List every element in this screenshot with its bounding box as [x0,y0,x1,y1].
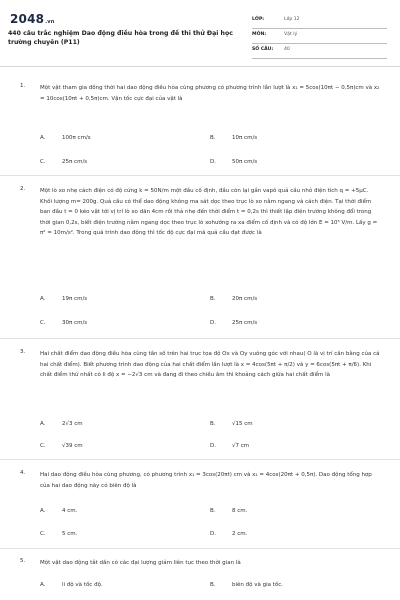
question-text: Hai chất điểm dao động điều hòa cùng tần số trên hai trục tọa độ Ox và Oy vuông góc với nhau( O là vị trí cân bằng của cả hai chất điểm). Biết phương trình dao động của hai chất điểm lần lượt là x = 4cos(5πt + π/2) và y = 6cos(5πt + π/6). Khi chất điểm thứ nhất có li độ x = −2√3 cm và đang đi theo chiều âm thì khoảng cách giữa hai chất điểm là [40,351,380,379]
question-number: 3. [20,349,26,355]
question-text: Một vật dao động tắt dần có các đại lượng giảm liên tục theo thời gian là [40,560,241,566]
meta-value: Lớp 12 [284,17,300,22]
question-number: 5. [20,558,26,564]
page-title: 440 câu trắc nghiệm Dao động điều hòa trong đề thi thử Đại học trường chuyên (P11) [8,30,233,46]
option-c[interactable]: C. √39 cm [40,443,83,449]
question-text: Một vật tham gia đồng thời hai dao động điều hòa cùng phương có phương trình lần lượt là x₁ = 5cos(10πt − 0,5π)cm và x₂ = 10cos(10πt + 0,5π)cm. Vận tốc cực đại của vật là [40,85,380,102]
question-divider [0,175,400,176]
option-b[interactable]: B. 10π cm/s [210,135,258,141]
option-c[interactable]: C. 25π cm/s [40,159,88,165]
meta-row-subject [252,29,387,44]
quiz-meta-table [252,14,387,59]
meta-value: Vật lý [284,32,298,37]
question-divider [0,548,400,549]
question-divider [0,338,400,339]
option-b[interactable]: B. biên độ và gia tốc. [210,582,284,588]
meta-row-count [252,44,387,59]
option-c[interactable]: C. 30π cm/s [40,320,88,326]
question-number: 1. [20,83,26,89]
meta-value: 40 [284,47,290,52]
option-b[interactable]: B. 20π cm/s [210,296,258,302]
question-text: Hai dao động điều hòa cùng phương, có phương trình x₁ = 3cos(20πt) cm và x₂ = 4cos(20πt + 0,5π). Dao động tổng hợp của hai dao động này có biên độ là [40,472,372,489]
meta-key: SỐ CÂU: [252,47,274,52]
option-b[interactable]: B. 8 cm. [210,508,248,514]
meta-key: LỚP: [252,17,265,22]
option-d[interactable]: D. 2 cm. [210,531,248,537]
option-c[interactable]: C. 5 cm. [40,531,78,537]
question-number: 2. [20,186,26,192]
option-d[interactable]: D. √7 cm [210,443,250,449]
option-a[interactable]: A. 2√3 cm [40,421,83,427]
header-divider [0,66,400,67]
page-header [0,0,400,64]
option-a[interactable]: A. 100π cm/s [40,135,91,141]
site-logo[interactable]: 2048.vn [10,12,55,26]
question-number: 4. [20,470,26,476]
option-a[interactable]: A. li độ và tốc độ. [40,582,103,588]
option-b[interactable]: B. √15 cm [210,421,253,427]
meta-key: MÔN: [252,32,267,37]
question-divider [0,459,400,460]
option-a[interactable]: A. 19π cm/s [40,296,88,302]
option-d[interactable]: D. 25π cm/s [210,320,258,326]
option-a[interactable]: A. 4 cm. [40,508,78,514]
question-text: Một lò xo nhẹ cách điện có độ cứng k = 50N/m một đầu cố định, đầu còn lại gắn vapô quả cầu nhỏ điện tích q = +5μC. Khối lượng m= 200g. Quả cầu có thể dao động không ma sát dọc theo trục lò xo nằm ngang và cách điện. Tại thời điểm ban đầu t = 0 kéo vật tới vị trí lò xo dãn 4cm rồi thả nhẹ đến thời điểm t = 0,2s thì thiết lập điện trường không đổi trong thời gian 0,2s, biết điện trường nằm ngang dọc theo trục lò xohướng ra xa điểm cố định và có độ lớn E = 10⁵ V/m. Lấy g = π² = 10m/s². Trong quá trình dao động thì tốc độ cực đại mà quả cầu đạt được là [40,188,378,237]
option-d[interactable]: D. 50π cm/s [210,159,258,165]
meta-row-class [252,14,387,29]
